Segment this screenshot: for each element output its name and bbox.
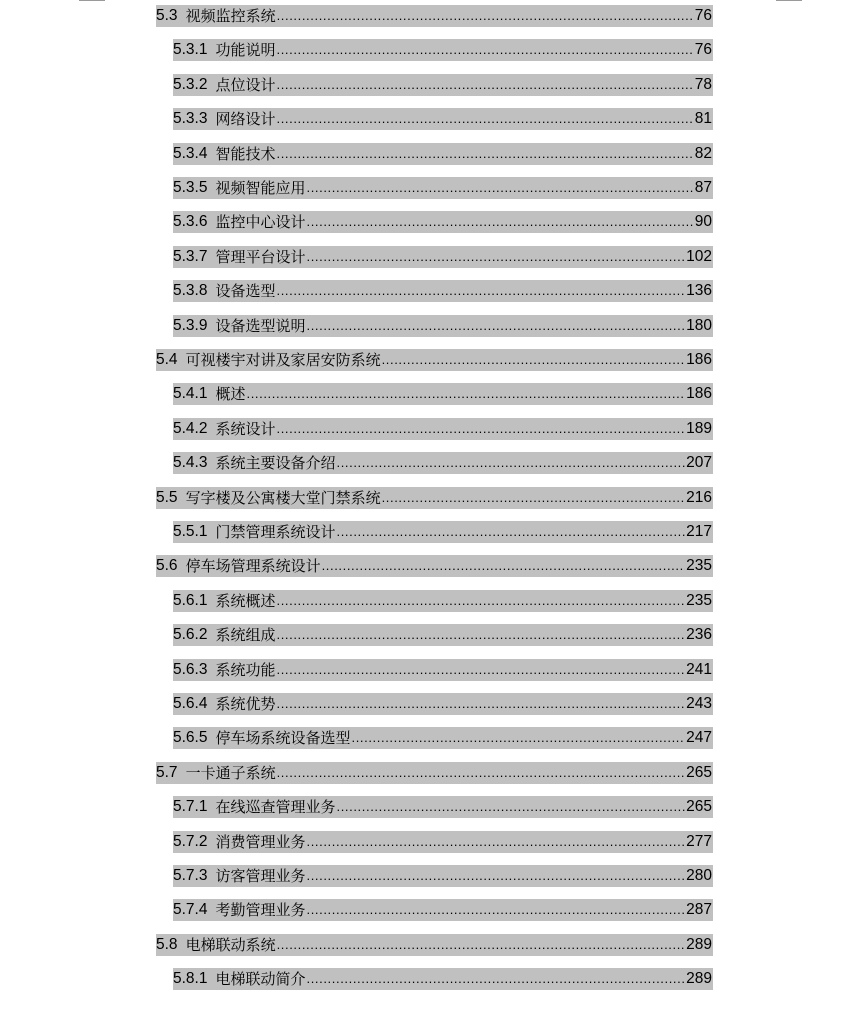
toc-dot-leader xyxy=(277,934,686,956)
toc-entry-page-number: 87 xyxy=(694,179,712,196)
toc-entry-title: 网络设计 xyxy=(215,110,276,129)
toc-entry-title: 功能说明 xyxy=(215,41,276,60)
toc-entry-title: 点位设计 xyxy=(215,75,276,94)
toc-entry-page-number: 235 xyxy=(686,591,712,609)
toc-entry-title: 电梯联动系统 xyxy=(185,935,276,954)
toc-entry[interactable] xyxy=(173,383,713,405)
toc-entry-number: 5.6.1 xyxy=(173,591,208,609)
toc-entry[interactable] xyxy=(173,452,713,474)
toc-entry-number: 5.4.2 xyxy=(173,419,208,437)
toc-entry-page-number: 82 xyxy=(694,144,712,162)
toc-entry-number: 5.7.4 xyxy=(173,901,208,919)
toc-entry[interactable] xyxy=(173,899,713,921)
toc-entry[interactable] xyxy=(156,555,713,577)
toc-dot-leader xyxy=(337,521,686,543)
toc-entry-title: 设备选型 xyxy=(215,282,276,301)
toc-entry-title: 概述 xyxy=(215,385,246,404)
toc-entry-page-number: 241 xyxy=(686,660,712,678)
toc-entry-number: 5.3 xyxy=(156,7,178,24)
toc-entry-page-number: 289 xyxy=(686,970,712,988)
toc-entry[interactable] xyxy=(173,211,713,233)
toc-dot-leader xyxy=(277,624,686,646)
toc-dot-leader xyxy=(307,899,686,921)
toc-entry-number: 5.3.6 xyxy=(173,213,208,231)
toc-entry-page-number: 90 xyxy=(694,213,712,231)
toc-entry-title: 写字楼及公寓楼大堂门禁系统 xyxy=(185,488,381,507)
toc-entry-title: 系统组成 xyxy=(215,626,276,645)
toc-entry-number: 5.5.1 xyxy=(173,523,208,540)
toc-entry-title: 视频监控系统 xyxy=(185,7,276,25)
toc-entry-number: 5.3.8 xyxy=(173,282,208,300)
toc-entry[interactable] xyxy=(173,74,713,96)
toc-entry-number: 5.3.4 xyxy=(173,144,208,162)
toc-entry[interactable] xyxy=(173,315,713,337)
toc-entry[interactable] xyxy=(173,418,713,440)
toc-entry-page-number: 289 xyxy=(686,935,712,953)
toc-entry-title: 管理平台设计 xyxy=(215,247,306,266)
toc-entry-number: 5.6.4 xyxy=(173,695,208,712)
toc-entry[interactable] xyxy=(156,349,713,371)
toc-entry-page-number: 76 xyxy=(694,7,712,24)
toc-entry-title: 系统功能 xyxy=(215,660,276,679)
toc-entry-number: 5.6.5 xyxy=(173,729,208,747)
toc-dot-leader xyxy=(277,659,686,681)
toc-entry-page-number: 186 xyxy=(686,351,712,368)
toc-dot-leader xyxy=(352,727,686,749)
toc-dot-leader xyxy=(337,452,686,474)
toc-entry-page-number: 186 xyxy=(686,385,712,403)
toc-entry-number: 5.3.3 xyxy=(173,110,208,128)
toc-entry-title: 停车场管理系统设计 xyxy=(185,557,321,576)
toc-entry-title: 门禁管理系统设计 xyxy=(215,523,336,541)
toc-entry-number: 5.6.2 xyxy=(173,626,208,644)
toc-entry[interactable] xyxy=(173,865,713,887)
page-corner-mark-left xyxy=(79,0,105,1)
toc-entry[interactable] xyxy=(173,659,713,681)
toc-entry-title: 智能技术 xyxy=(215,144,276,163)
toc-entry-page-number: 243 xyxy=(686,695,712,712)
toc-dot-leader xyxy=(277,280,686,302)
toc-entry-number: 5.3.7 xyxy=(173,247,208,265)
toc-entry-page-number: 189 xyxy=(686,419,712,437)
toc-entry-page-number: 236 xyxy=(686,626,712,644)
toc-entry-title: 可视楼宇对讲及家居安防系统 xyxy=(185,351,381,369)
toc-entry[interactable] xyxy=(173,143,713,165)
toc-entry-title: 考勤管理业务 xyxy=(215,901,306,920)
toc-entry-title: 系统优势 xyxy=(215,695,276,713)
toc-entry-number: 5.5 xyxy=(156,488,178,506)
toc-dot-leader xyxy=(307,315,686,337)
toc-entry[interactable] xyxy=(156,934,713,956)
toc-entry-page-number: 247 xyxy=(686,729,712,747)
toc-entry-page-number: 217 xyxy=(686,523,712,540)
toc-entry-page-number: 136 xyxy=(686,282,712,300)
toc-entry-title: 设备选型说明 xyxy=(215,316,306,335)
toc-entry-page-number: 235 xyxy=(686,557,712,575)
toc-entry-title: 视频智能应用 xyxy=(215,179,306,197)
toc-entry-number: 5.3.1 xyxy=(173,41,208,59)
toc-dot-leader xyxy=(277,590,686,612)
toc-entry-title: 系统概述 xyxy=(215,591,276,610)
toc-entry-page-number: 81 xyxy=(694,110,712,128)
toc-dot-leader xyxy=(277,74,694,96)
toc-entry-page-number: 265 xyxy=(686,798,712,816)
toc-dot-leader xyxy=(322,555,686,577)
toc-entry-number: 5.7.3 xyxy=(173,867,208,884)
toc-entry[interactable] xyxy=(173,108,713,130)
toc-entry-title: 停车场系统设备选型 xyxy=(215,729,351,748)
toc-entry-page-number: 78 xyxy=(694,75,712,93)
toc-entry-number: 5.8.1 xyxy=(173,970,208,988)
toc-dot-leader xyxy=(277,418,686,440)
toc-entry-page-number: 76 xyxy=(694,41,712,59)
toc-entry-title: 消费管理业务 xyxy=(215,832,306,851)
toc-dot-leader xyxy=(307,968,686,990)
toc-dot-leader xyxy=(277,143,694,165)
toc-entry-page-number: 102 xyxy=(686,247,712,265)
toc-entry-page-number: 216 xyxy=(686,488,712,506)
toc-entry-number: 5.4.3 xyxy=(173,454,208,472)
toc-entry-number: 5.3.2 xyxy=(173,75,208,93)
toc-dot-leader xyxy=(277,693,686,715)
toc-entry[interactable] xyxy=(173,831,713,853)
toc-dot-leader xyxy=(382,487,686,509)
toc-entry-number: 5.4.1 xyxy=(173,385,208,403)
toc-entry-page-number: 265 xyxy=(686,763,712,781)
toc-entry-title: 电梯联动简介 xyxy=(215,970,306,989)
toc-dot-leader xyxy=(307,865,686,887)
toc-entry[interactable] xyxy=(173,968,713,990)
toc-entry[interactable] xyxy=(173,39,713,61)
toc-entry-title: 监控中心设计 xyxy=(215,213,306,232)
toc-entry-number: 5.4 xyxy=(156,351,178,368)
toc-dot-leader xyxy=(307,831,686,853)
toc-dot-leader xyxy=(307,211,694,233)
toc-dot-leader xyxy=(307,246,686,268)
toc-entry[interactable] xyxy=(173,624,713,646)
toc-dot-leader xyxy=(382,349,686,371)
toc-dot-leader xyxy=(277,5,694,27)
toc-entry-number: 5.7.1 xyxy=(173,798,208,816)
toc-entry-number: 5.6 xyxy=(156,557,178,575)
toc-entry[interactable] xyxy=(156,5,713,27)
toc-entry[interactable] xyxy=(173,280,713,302)
toc-entry[interactable] xyxy=(173,693,713,715)
toc-entry[interactable] xyxy=(173,246,713,268)
toc-dot-leader xyxy=(337,796,686,818)
toc-entry-number: 5.7 xyxy=(156,763,178,781)
toc-entry-title: 在线巡查管理业务 xyxy=(215,798,336,817)
toc-entry[interactable] xyxy=(173,727,713,749)
toc-entry[interactable] xyxy=(173,796,713,818)
toc-entry-number: 5.3.9 xyxy=(173,316,208,334)
toc-entry-title: 系统设计 xyxy=(215,419,276,438)
toc-entry-number: 5.7.2 xyxy=(173,832,208,850)
toc-entry-number: 5.8 xyxy=(156,935,178,953)
toc-entry-number: 5.6.3 xyxy=(173,660,208,678)
toc-entry-title: 一卡通子系统 xyxy=(185,763,276,782)
page-corner-mark-right xyxy=(776,0,802,1)
toc-entry[interactable] xyxy=(156,487,713,509)
toc-dot-leader xyxy=(307,177,694,199)
toc-dot-leader xyxy=(277,762,686,784)
toc-entry-number: 5.3.5 xyxy=(173,179,208,196)
toc-entry[interactable] xyxy=(156,762,713,784)
toc-entry[interactable] xyxy=(173,521,713,543)
toc-entry-page-number: 207 xyxy=(686,454,712,472)
toc-entry[interactable] xyxy=(173,590,713,612)
toc-entry-page-number: 287 xyxy=(686,901,712,919)
toc-entry-page-number: 280 xyxy=(686,867,712,884)
toc-entry-title: 系统主要设备介绍 xyxy=(215,454,336,473)
toc-entry[interactable] xyxy=(173,177,713,199)
toc-dot-leader xyxy=(277,108,694,130)
toc-entry-page-number: 277 xyxy=(686,832,712,850)
toc-dot-leader xyxy=(277,39,694,61)
toc-entry-title: 访客管理业务 xyxy=(215,867,306,885)
toc-entry-page-number: 180 xyxy=(686,316,712,334)
toc-dot-leader xyxy=(247,383,686,405)
